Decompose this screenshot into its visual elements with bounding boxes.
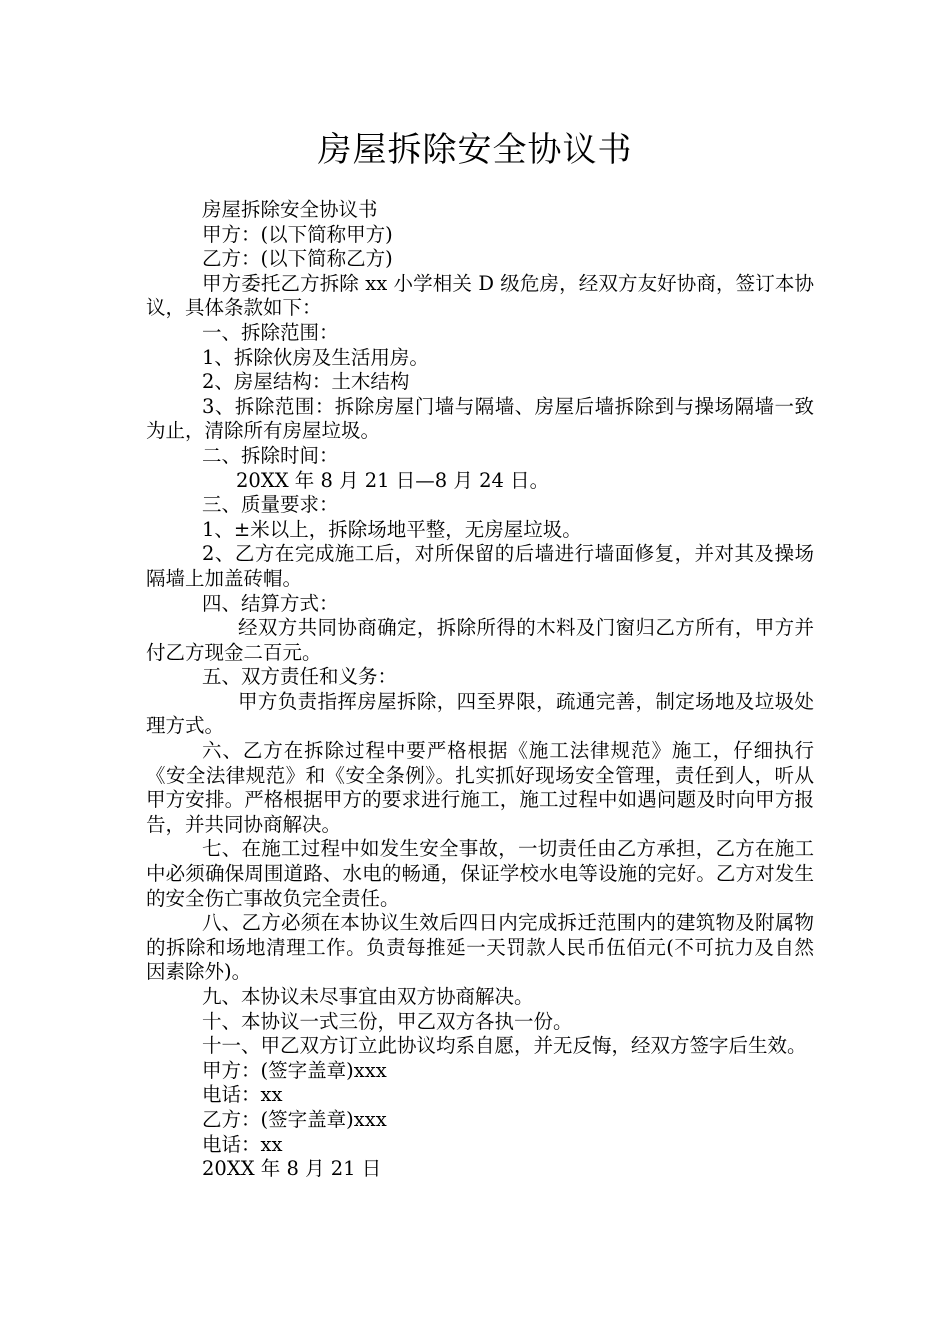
- paragraph: 十一、甲乙双方订立此协议均系自愿，并无反悔，经双方签字后生效。: [202, 1034, 807, 1058]
- paragraph: 电话：xx: [202, 1083, 283, 1107]
- paragraph: 20XX 年 8 月 21 日: [202, 1157, 382, 1181]
- paragraph: 六、乙方在拆除过程中要严格根据《施工法律规范》施工，仔细执行《安全法律规范》和《安全条例》。扎实抓好现场安全管理，责任到人，听从甲方安排。严格根据甲方的要求进行施工，施工过程中如遇问题及时向甲方报告，并共同协商解决。: [146, 739, 814, 836]
- paragraph: 电话：xx: [202, 1132, 283, 1156]
- paragraph: 甲方：(签字盖章)xxx: [202, 1058, 387, 1082]
- paragraph: 八、乙方必须在本协议生效后四日内完成拆迁范围内的建筑物及附属物的拆除和场地清理工作。负责每推延一天罚款人民币伍佰元(不可抗力及自然因素除外)。: [146, 911, 814, 984]
- paragraph: 十、本协议一式三份，甲乙双方各执一份。: [202, 1009, 573, 1033]
- paragraph: 甲方负责指挥房屋拆除，四至界限，疏通完善，制定场地及垃圾处理方式。: [146, 689, 814, 738]
- paragraph: 1、±米以上，拆除场地平整，无房屋垃圾。: [202, 517, 582, 541]
- paragraph: 3、拆除范围：拆除房屋门墙与隔墙、房屋后墙拆除到与操场隔墙一致为止，清除所有房屋垃圾。: [146, 394, 814, 443]
- paragraph: 1、拆除伙房及生活用房。: [202, 345, 429, 369]
- paragraph: 四、结算方式：: [202, 591, 339, 615]
- paragraph: 乙方：(以下简称乙方): [202, 247, 393, 271]
- paragraph: 20XX 年 8 月 21 日—8 月 24 日。: [236, 468, 550, 492]
- paragraph: 2、乙方在完成施工后，对所保留的后墙进行墙面修复，并对其及操场隔墙上加盖砖帽。: [146, 542, 814, 590]
- document-body: [146, 198, 814, 1182]
- paragraph: 甲方委托乙方拆除 xx 小学相关 D 级危房，经双方友好协商，签订本协议，具体条款如下：: [146, 271, 814, 320]
- paragraph: 经双方共同协商确定，拆除所得的木料及门窗归乙方所有，甲方并付乙方现金二百元。: [146, 616, 814, 664]
- paragraph: 二、拆除时间：: [202, 443, 339, 467]
- paragraph: 五、双方责任和义务：: [202, 665, 398, 689]
- paragraph: 七、在施工过程中如发生安全事故，一切责任由乙方承担，乙方在施工中必须确保周围道路、水电的畅通，保证学校水电等设施的完好。乙方对发生的安全伤亡事故负完全责任。: [146, 837, 814, 910]
- paragraph: 甲方：(以下简称甲方): [202, 222, 393, 246]
- paragraph: 三、质量要求：: [202, 493, 339, 517]
- paragraph: 一、拆除范围：: [202, 320, 339, 344]
- paragraph: 乙方：(签字盖章)xxx: [202, 1107, 387, 1131]
- paragraph: 2、房屋结构：土木结构: [202, 370, 410, 394]
- paragraph: 九、本协议未尽事宜由双方协商解决。: [202, 985, 534, 1008]
- document-title: 房屋拆除安全协议书: [317, 130, 633, 170]
- paragraph: 房屋拆除安全协议书: [202, 198, 378, 221]
